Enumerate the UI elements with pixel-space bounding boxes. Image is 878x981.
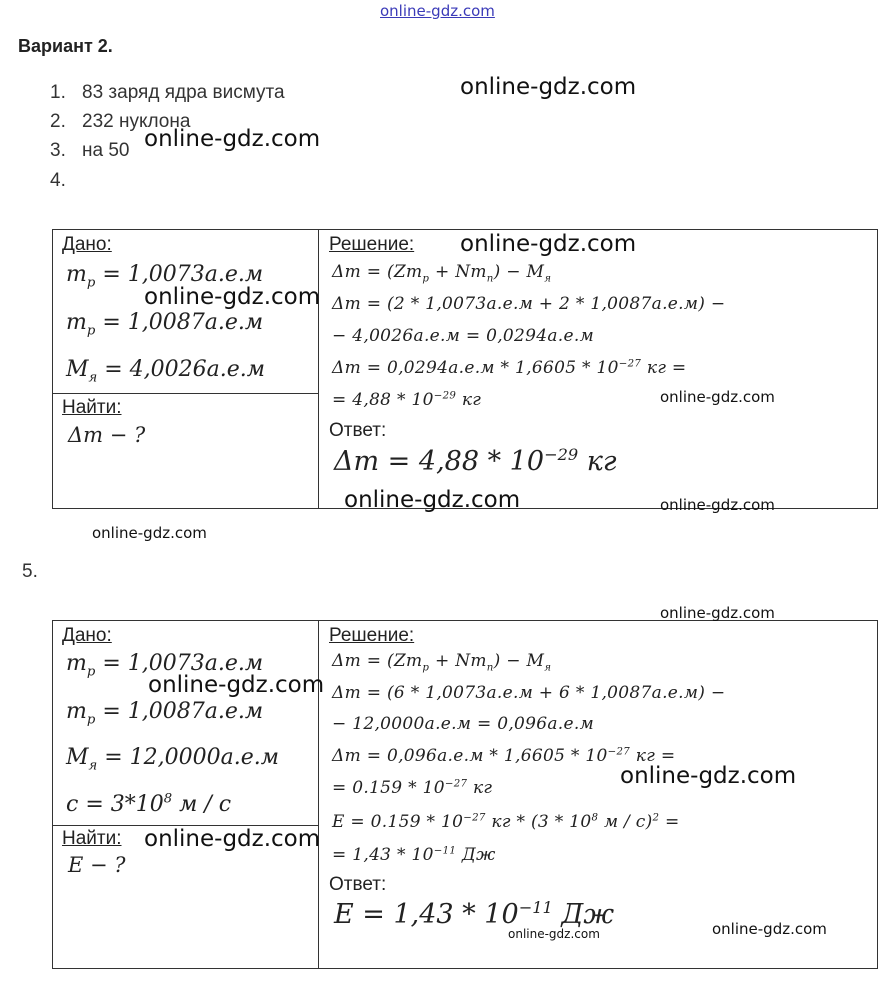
watermark: online-gdz.com (148, 672, 325, 698)
solution-label: Решение: (329, 234, 415, 255)
solution-line: − 12,0000а.е.м = 0,096а.е.м (332, 714, 594, 734)
page-title: Вариант 2. (18, 36, 113, 56)
list-number: 1. (50, 82, 66, 103)
watermark: online-gdz.com (344, 487, 521, 513)
solution-line: = $0.159 * 10^{-27}$ кг (332, 778, 493, 798)
given-mp: $m_p = 1,0073а.е.м$ (66, 651, 264, 680)
given-M: $M_я = 12,0000а.е.м$ (66, 745, 280, 774)
answer-label: Ответ: (329, 874, 387, 895)
watermark: online-gdz.com (508, 927, 600, 941)
given-label: Дано: (62, 625, 112, 646)
solution-line: $\Delta m = 0,0294а.е.м * 1,6605 * 10^{-27}$ кг = (332, 358, 687, 378)
list-number: 2. (50, 111, 66, 132)
watermark: online-gdz.com (460, 74, 637, 100)
list-item: 83 заряд ядра висмута (82, 82, 285, 103)
watermark: online-gdz.com (660, 604, 775, 622)
watermark: online-gdz.com (660, 496, 775, 514)
watermark: online-gdz.com (660, 388, 775, 406)
column-divider (318, 229, 319, 509)
given-label: Дано: (62, 234, 112, 255)
solution-line: Δm = (6 * 1,0073а.е.м + 6 * 1,0087а.е.м) − (332, 683, 726, 703)
given-mn: $m_p = 1,0087а.е.м$ (66, 699, 264, 728)
list-number: 4. (50, 170, 66, 191)
solution-line: $\Delta m = (Zm_p + Nm_n) - M_я$ (332, 651, 552, 674)
watermark: online-gdz.com (144, 126, 321, 152)
find-value: E − ? (68, 853, 126, 877)
find-label: Найти: (62, 397, 122, 418)
list-number: 3. (50, 140, 66, 161)
solution-label: Решение: (329, 625, 415, 646)
watermark-top-link[interactable]: online-gdz.com (380, 2, 495, 20)
watermark: online-gdz.com (144, 826, 321, 852)
list-item: на 50 (82, 140, 130, 161)
answer-label: Ответ: (329, 420, 387, 441)
watermark: online-gdz.com (144, 284, 321, 310)
task-5-number: 5. (22, 561, 38, 582)
solution-line: = $1,43 * 10^{-11}$ Дж (332, 845, 496, 865)
given-M: $M_я = 4,0026а.е.м$ (66, 357, 266, 386)
watermark: online-gdz.com (712, 920, 827, 938)
watermark: online-gdz.com (460, 231, 637, 257)
row-divider (52, 393, 319, 394)
find-label: Найти: (62, 828, 122, 849)
watermark: online-gdz.com (92, 524, 207, 542)
list-item: 232 нуклона (82, 111, 191, 132)
solution-line: $\Delta m = 0,096а.е.м * 1,6605 * 10^{-27}$ кг = (332, 746, 676, 766)
given-mn: $m_p = 1,0087а.е.м$ (66, 310, 264, 339)
given-mp: $m_p = 1,0073а.е.м$ (66, 262, 264, 291)
solution-line: − 4,0026а.е.м = 0,0294а.е.м (332, 326, 594, 346)
answer-value: $\Delta m = 4,88 * 10^{-29}$ кг (334, 445, 617, 477)
watermark: online-gdz.com (620, 763, 797, 789)
given-c: $c = 3*10^8$ м / с (66, 791, 232, 817)
solution-line: $\Delta m = (Zm_p + Nm_n) - M_я$ (332, 262, 552, 285)
solution-line: $E = 0.159 * 10^{-27}$ кг * ($3 * 10^8$ м / с)$^2$ = (332, 812, 680, 832)
find-value: Δm − ? (68, 423, 146, 447)
answer-value: $E = 1,43 * 10^{-11}$ Дж (334, 898, 615, 930)
solution-line: = $4,88 * 10^{-29}$ кг (332, 390, 482, 410)
solution-line: Δm = (2 * 1,0073а.е.м + 2 * 1,0087а.е.м) − (332, 294, 726, 314)
